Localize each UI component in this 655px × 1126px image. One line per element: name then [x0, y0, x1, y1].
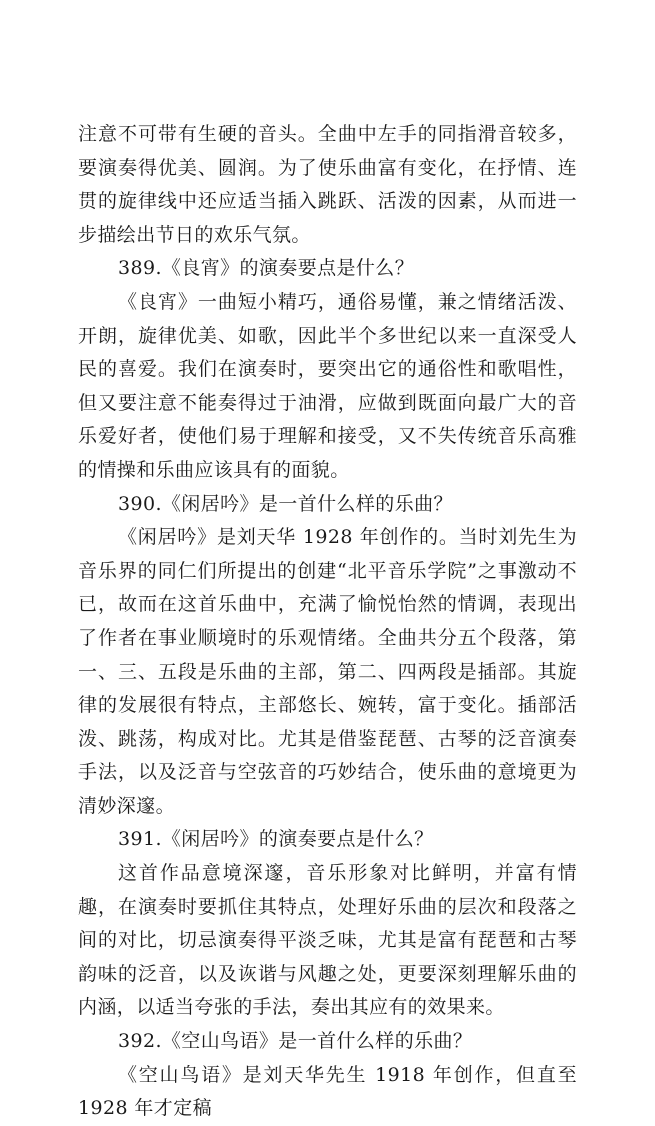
question-391: 391.《闲居吟》的演奏要点是什么？ [118, 828, 434, 851]
question-392: 392.《空山鸟语》是一首什么样的乐曲？ [118, 1030, 473, 1053]
answer-389: 《良宵》一曲短小精巧，通俗易懂，兼之情绪活泼、开朗，旋律优美、如歌，因此半个多世纪以来一直深受人民的喜爱。我们在演奏时，要突出它的通俗性和歌唱性，但又要注意不能奏得过于油滑，应做到既面向最广大的音乐爱好者，使他们易于理解和接受，又不失传统音乐高雅的情操和乐曲应该具有的面貌。 [78, 290, 577, 481]
paragraph-continued: 注意不可带有生硬的音头。全曲中左手的同指滑音较多，要演奏得优美、圆润。为了使乐曲富有变化，在抒情、连贯的旋律线中还应适当插入跳跃、活泼的因素，从而进一步描绘出节日的欢乐气氛。 [78, 123, 577, 246]
answer-392: 《空山鸟语》是刘天华先生 1918 年创作，但直至 1928 年才定稿 [78, 1063, 577, 1120]
question-389: 389.《良宵》的演奏要点是什么？ [118, 257, 415, 280]
question-390: 390.《闲居吟》是一首什么样的乐曲？ [118, 492, 453, 515]
answer-390: 《闲居吟》是刘天华 1928 年创作的。当时刘先生为音乐界的同仁们所提出的创建“北平音乐学院”之事激动不已，故而在这首乐曲中，充满了愉悦怡然的情调，表现出了作者在事业顺境时的乐观情绪。全曲共分五个段落，第一、三、五段是乐曲的主部，第二、四两段是插部。其旋律的发展很有特点，主部悠长、婉转，富于变化。插部活泼、跳荡，构成对比。尤其是借鉴琵琶、古琴的泛音演奏手法，以及泛音与空弦音的巧妙结合，使乐曲的意境更为清妙深邃。 [78, 526, 577, 817]
answer-391: 这首作品意境深邃，音乐形象对比鲜明，并富有情趣，在演奏时要抓住其特点，处理好乐曲的层次和段落之间的对比，切忌演奏得平淡乏味，尤其是富有琵琶和古琴韵味的泛音，以及诙谐与风趣之处，更要深刻理解乐曲的内涵，以适当夸张的手法，奏出其应有的效果来。 [78, 862, 577, 1019]
